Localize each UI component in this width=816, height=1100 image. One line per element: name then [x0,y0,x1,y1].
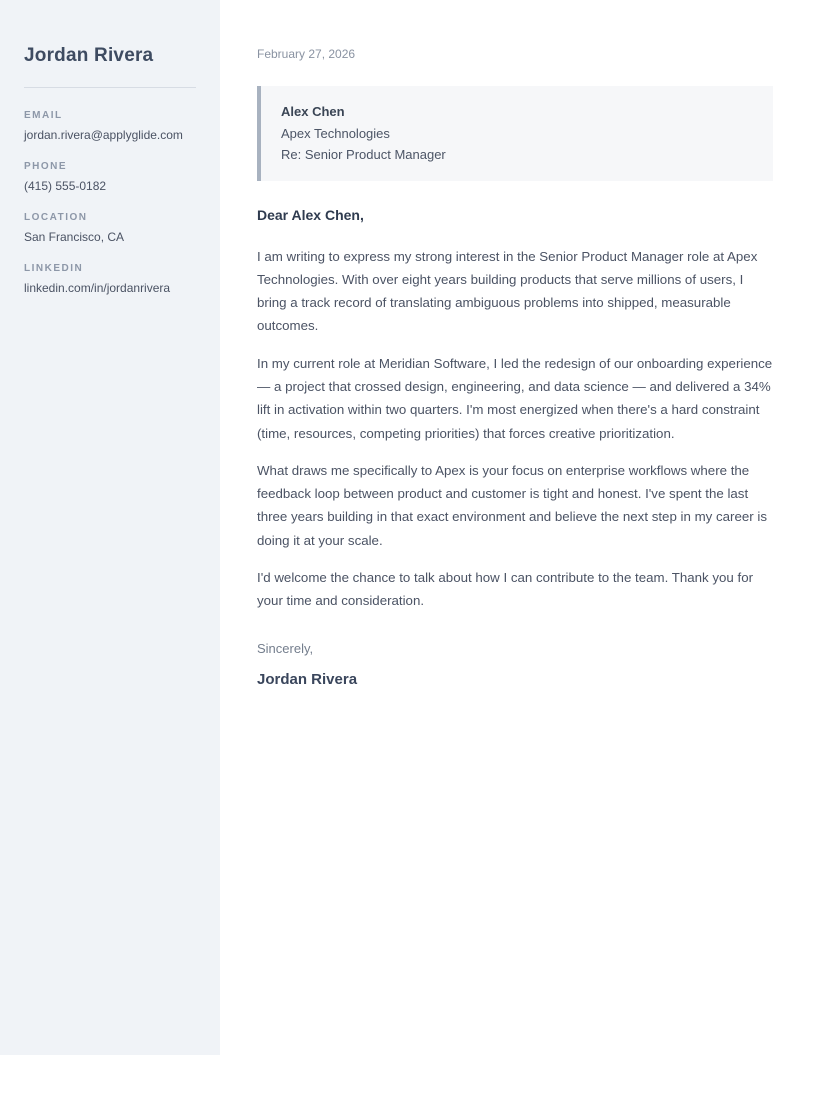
contact-email-label: EMAIL [24,110,63,121]
contact-phone-label: PHONE [24,161,68,172]
letter-paragraph-3: What draws me specifically to Apex is your focus on enterprise workflows where the feedback loop between product and customer is tight and honest. I've spent the last three years building in that exact environment and believe the next step in my career is doing it at your scale. [257,462,767,548]
letter-paragraph-1: I am writing to express my strong interest in the Senior Product Manager role at Apex Technologies. With over eight years building products that serve millions of users, I bring a track record of translating ambiguous problems into shipped, measurable outcomes. [257,248,758,334]
letter-paragraph-2: In my current role at Meridian Software, I led the redesign of our onboarding experience — a project that crossed design, engineering, and data science — and delivered a 34% lift in activation within two quarters. I'm most energized when there's a hard constraint (time, resources, competing priorities) that forces creative prioritization. [257,355,773,441]
sidebar [0,0,220,1055]
contact-phone [24,161,196,194]
letter-paragraph-4: I'd welcome the chance to talk about how I can contribute to the team. Thank you for your time and consideration. [257,570,754,609]
contact-linkedin-value: linkedin.com/in/jordanrivera [24,281,171,295]
letter-date: February 27, 2026 [257,47,356,61]
recipient-block [257,86,773,181]
signature-name: Jordan Rivera [257,670,358,688]
contact-location-label: LOCATION [24,212,88,223]
sidebar-divider [24,87,196,88]
letter-subject: Re: Senior Product Manager [281,147,446,162]
contact-email [24,110,196,143]
closing: Sincerely, [257,640,314,656]
applicant-name: Jordan Rivera [24,45,154,66]
contact-linkedin [24,263,196,296]
letter-column [220,0,816,688]
recipient-company: Apex Technologies [281,125,390,141]
recipient-name: Alex Chen [281,104,345,119]
contact-linkedin-label: LINKEDIN [24,263,84,274]
contact-location [24,212,196,245]
contact-email-value: jordan.rivera@applyglide.com [24,128,183,142]
salutation: Dear Alex Chen, [257,206,364,223]
contact-phone-value: (415) 555-0182 [24,179,107,193]
contact-location-value: San Francisco, CA [24,230,125,244]
